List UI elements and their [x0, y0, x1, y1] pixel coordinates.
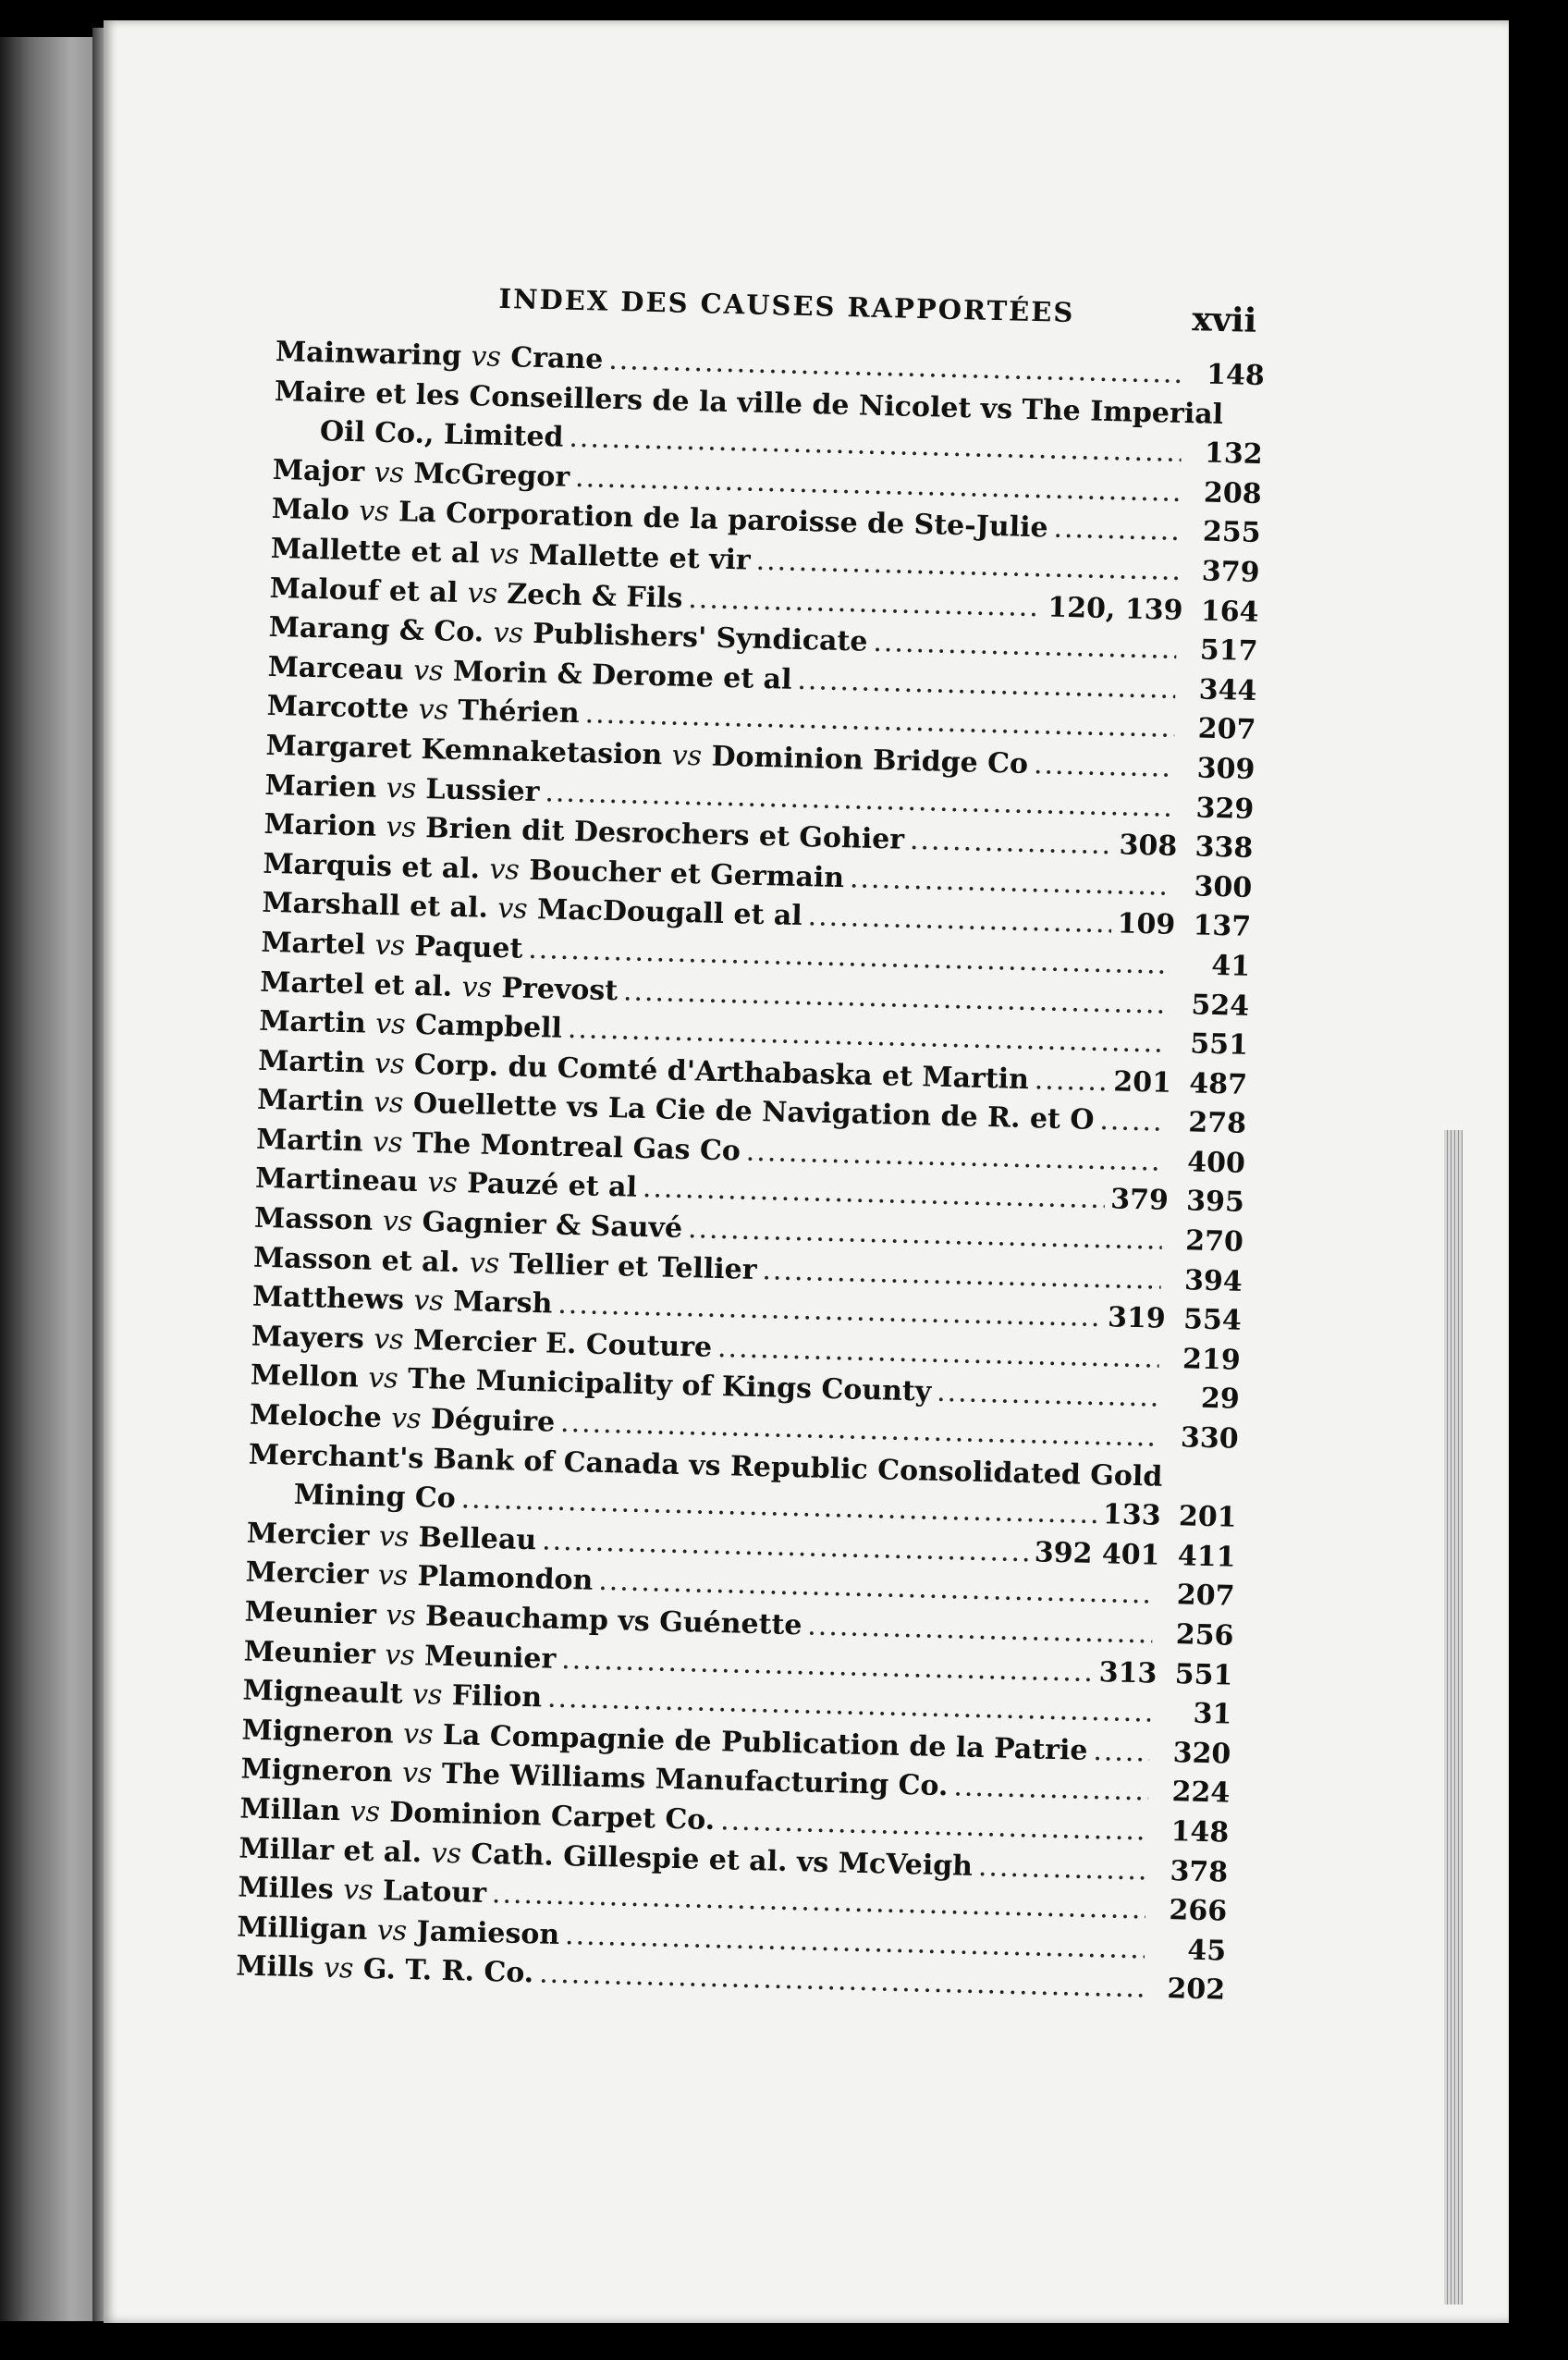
versus-marker: vs: [467, 576, 498, 610]
page-reference: 554: [1182, 1303, 1243, 1338]
versus-marker: vs: [469, 1247, 500, 1280]
defendant-name: The Imperial: [1022, 393, 1224, 431]
page-reference: 395: [1185, 1185, 1245, 1220]
page-reference: 551: [1189, 1027, 1249, 1062]
defendant-name: Meunier: [423, 1639, 557, 1676]
versus-marker: vs: [323, 1952, 354, 1985]
versus-marker: vs: [377, 1559, 409, 1593]
secondary-page-refs: 133: [1102, 1498, 1161, 1532]
page-reference: 41: [1210, 949, 1251, 983]
case-name: [238, 1869, 487, 1914]
plaintiff-name: Migneron: [241, 1714, 395, 1751]
plaintiff-name: Mallette et al: [270, 532, 481, 571]
leader-dots: [1034, 745, 1174, 788]
defendant-name: Paquet: [413, 929, 523, 965]
defendant-name: Morin & Derome et al: [452, 655, 792, 696]
plaintiff-name: Marceau: [267, 650, 405, 687]
plaintiff-name: Migneron: [240, 1752, 394, 1789]
plaintiff-name: Maire et les Conseillers de la ville de Nicolet: [274, 375, 972, 424]
versus-marker: vs: [418, 694, 449, 727]
leader-dots: [953, 1768, 1149, 1813]
defendant-name: Publishers' Syndicate: [532, 618, 868, 658]
page-reference: 207: [1176, 1579, 1235, 1614]
versus-marker: vs: [386, 771, 417, 805]
defendant-name: Thérien: [457, 694, 581, 731]
plaintiff-name: Marquis et al.: [263, 847, 481, 886]
defendant-name: Filion: [451, 1679, 543, 1715]
defendant-name: Pauzé et al: [466, 1167, 638, 1205]
case-name: [261, 924, 523, 969]
plaintiff-name: Margaret Kemnaketasion: [265, 729, 663, 772]
continuation-text: Mining Co: [293, 1479, 457, 1516]
versus-marker: vs: [373, 1087, 404, 1120]
plaintiff-name: Mercier: [245, 1555, 369, 1592]
case-name: [236, 1948, 534, 1994]
plaintiff-name: Marien: [264, 768, 377, 805]
page-reference: 270: [1184, 1224, 1244, 1259]
versus-marker: vs: [342, 1874, 374, 1908]
defendant-name: MacDougall et al: [536, 893, 803, 933]
page-reference: 309: [1196, 752, 1256, 786]
page-number: xvii: [1191, 300, 1257, 340]
page-reference: 344: [1198, 673, 1257, 707]
defendant-name: Lussier: [425, 772, 540, 808]
secondary-page-refs: 120, 139: [1047, 591, 1183, 627]
versus-marker: vs: [431, 1837, 462, 1870]
plaintiff-name: Masson et al.: [252, 1241, 460, 1279]
plaintiff-name: Matthews: [251, 1280, 405, 1317]
defendant-name: Tellier et Tellier: [508, 1248, 757, 1286]
plaintiff-name: Major: [272, 453, 365, 489]
page-reference: 278: [1187, 1106, 1247, 1141]
page-reference: 208: [1203, 476, 1263, 510]
defendant-name: Boucher et Germain: [528, 854, 845, 894]
leader-dots: [1093, 1732, 1150, 1773]
defendant-name: Marsh: [452, 1285, 553, 1321]
defendant-name: Prevost: [501, 971, 619, 1007]
defendant-name: Plamondon: [417, 1560, 594, 1598]
page-reference: 551: [1174, 1657, 1233, 1692]
defendant-name: La Corporation de la paroisse de Ste-Julie: [398, 496, 1048, 545]
plaintiff-name: Milles: [238, 1871, 335, 1907]
leader-dots: [910, 821, 1115, 866]
page-reference: 330: [1180, 1421, 1240, 1456]
plaintiff-name: Merchant's Bank of Canada: [248, 1438, 680, 1481]
plaintiff-name: Martin: [256, 1084, 365, 1119]
secondary-page-refs: 392 401: [1034, 1536, 1160, 1572]
defendant-name: Dominion Bridge Co: [711, 740, 1029, 781]
page-reference: 517: [1199, 633, 1258, 669]
versus-marker: vs: [374, 1047, 406, 1081]
plaintiff-name: Mayers: [251, 1320, 365, 1356]
versus-marker: vs: [382, 1205, 413, 1238]
defendant-name: Corp. du Comté d'Arthabaska et Martin: [413, 1048, 1030, 1096]
page-reference: 148: [1170, 1815, 1230, 1850]
plaintiff-name: Martel et al.: [259, 965, 453, 1003]
defendant-name: Brien dit Desrochers et Gohier: [424, 812, 905, 856]
versus-marker: vs: [413, 1284, 445, 1318]
plaintiff-name: Martin: [257, 1044, 366, 1080]
defendant-name: Jamieson: [416, 1914, 560, 1951]
page-reference: 164: [1200, 595, 1259, 629]
page-reference: 45: [1186, 1934, 1227, 1968]
page-reference: 132: [1204, 436, 1264, 472]
defendant-name: Latour: [382, 1874, 487, 1911]
plaintiff-name: Mellon: [250, 1359, 360, 1395]
versus-marker: vs: [493, 616, 524, 650]
versus-marker: vs: [358, 495, 390, 529]
plaintiff-name: Martel: [260, 926, 366, 962]
plaintiff-name: Malo: [271, 493, 350, 528]
plaintiff-name: Migneault: [242, 1674, 404, 1711]
plaintiff-name: Mercier: [246, 1517, 370, 1553]
plaintiff-name: Marion: [263, 807, 377, 843]
plaintiff-name: Marshall et al.: [262, 887, 489, 926]
plaintiff-name: Martin: [258, 1004, 367, 1040]
defendant-name: Republic Consolidated Gold: [729, 1449, 1163, 1493]
running-title: INDEX DES CAUSES RAPPORTÉES: [498, 282, 1075, 329]
index-content: [236, 277, 1267, 2011]
versus-marker: vs: [367, 1362, 399, 1395]
versus-marker: vs: [374, 1007, 407, 1041]
versus-marker: vs: [374, 456, 405, 490]
versus-marker: vs: [412, 654, 444, 688]
plaintiff-name: Millar et al.: [239, 1832, 423, 1869]
versus-marker: vs: [402, 1717, 434, 1752]
page-reference: 255: [1202, 515, 1261, 550]
page-reference: 224: [1171, 1776, 1231, 1811]
plaintiff-name: Meloche: [249, 1398, 383, 1435]
versus-marker: vs: [390, 1402, 422, 1436]
plaintiff-name: Masson: [253, 1201, 374, 1237]
page-reference: 338: [1194, 830, 1254, 866]
case-name: [246, 1514, 536, 1560]
case-name: [249, 1396, 555, 1444]
defendant-name: McGregor: [413, 457, 570, 494]
plaintiff-name: Marcotte: [266, 690, 410, 726]
versus-marker: vs: [488, 537, 520, 572]
page-edge-stack: [1444, 1130, 1463, 2305]
defendant-name: The Montreal Gas Co: [411, 1126, 741, 1168]
defendant-name: Beauchamp vs Guénette: [424, 1600, 802, 1642]
versus-marker: vs: [378, 1519, 410, 1554]
plaintiff-name: Mainwaring: [275, 335, 462, 373]
versus-marker: vs: [489, 853, 521, 887]
defendant-name: Dominion Carpet Co.: [388, 1796, 716, 1838]
secondary-page-refs: 201: [1112, 1065, 1172, 1100]
leader-dots: [977, 1848, 1146, 1891]
page-reference: 207: [1197, 712, 1256, 747]
plaintiff-name: Martineau: [254, 1162, 419, 1199]
versus-marker: vs: [385, 1599, 417, 1633]
versus-marker: vs: [372, 1125, 403, 1160]
page-reference: 219: [1182, 1343, 1242, 1377]
versus-marker: vs: [384, 1638, 416, 1672]
page-reference: 378: [1170, 1854, 1229, 1889]
case-name: [264, 766, 540, 812]
defendant-name: Mallette et vir: [528, 538, 752, 577]
plaintiff-name: Millan: [239, 1792, 341, 1828]
left-page-edge: [0, 37, 102, 2321]
plaintiff-name: Mills: [235, 1949, 315, 1985]
page-reference: 329: [1195, 791, 1255, 826]
page-reference: 31: [1193, 1697, 1232, 1731]
plaintiff-name: Marang & Co.: [268, 611, 484, 649]
versus-marker: vs: [373, 1322, 405, 1357]
index-entries: [236, 333, 1265, 2011]
versus-marker: vs: [376, 1913, 408, 1948]
versus-marker: vs: [980, 392, 1013, 426]
defendant-name: Mercier E. Couture: [412, 1323, 713, 1364]
defendant-name: Crane: [509, 341, 604, 376]
versus-marker: vs: [374, 928, 406, 963]
defendant-name: Belleau: [418, 1520, 537, 1557]
plaintiff-name: Meunier: [243, 1635, 376, 1671]
page-reference: 202: [1167, 1973, 1226, 2007]
leader-dots: [1034, 1061, 1109, 1102]
page-reference: 300: [1194, 870, 1253, 904]
page-reference: 29: [1200, 1383, 1241, 1417]
leader-dots: [1099, 1101, 1166, 1142]
plaintiff-name: Meunier: [244, 1595, 377, 1632]
defendant-name: The Williams Manufacturing Co.: [441, 1758, 949, 1803]
page-reference: 266: [1169, 1894, 1228, 1928]
page-reference: 524: [1191, 988, 1250, 1023]
secondary-page-refs: 319: [1107, 1301, 1167, 1336]
secondary-page-refs: 308: [1119, 829, 1178, 864]
secondary-page-refs: 313: [1098, 1655, 1158, 1690]
leader-dots: [1053, 510, 1180, 552]
plaintiff-name: Malouf et al: [269, 572, 459, 609]
defendant-name: Gagnier & Sauvé: [422, 1206, 683, 1246]
page-reference: 137: [1193, 909, 1252, 944]
versus-marker: vs: [401, 1757, 433, 1790]
page-reference: 320: [1172, 1736, 1231, 1771]
defendant-name: The Municipality of Kings County: [407, 1363, 932, 1409]
page-reference: 411: [1177, 1540, 1236, 1574]
defendant-name: Déguire: [430, 1403, 556, 1439]
secondary-page-refs: 109: [1117, 907, 1176, 942]
versus-marker: vs: [427, 1166, 459, 1200]
defendant-name: La Compagnie de Publication de la Patrie: [442, 1718, 1088, 1767]
defendant-name: Cath. Gillespie et al. vs McVeigh: [471, 1838, 974, 1883]
leader-dots: [937, 1373, 1159, 1418]
page-reference: 201: [1178, 1500, 1237, 1534]
defendant-name: Zech & Fils: [506, 577, 683, 615]
page-reference: 148: [1206, 358, 1266, 393]
plaintiff-name: Martin: [255, 1123, 364, 1159]
defendant-name: Ouellette vs La Cie de Navigation de R. et O: [412, 1088, 1095, 1137]
versus-marker: vs: [688, 1448, 721, 1482]
page-reference: 487: [1188, 1067, 1248, 1101]
versus-marker: vs: [349, 1795, 381, 1829]
versus-marker: vs: [461, 970, 493, 1004]
page-reference: 256: [1175, 1618, 1234, 1653]
plaintiff-name: Milligan: [236, 1911, 368, 1947]
versus-marker: vs: [496, 892, 529, 927]
page-reference: 379: [1201, 555, 1260, 590]
defendant-name: G. T. R. Co.: [362, 1953, 534, 1990]
versus-marker: vs: [471, 340, 502, 374]
defendant-name: Campbell: [414, 1008, 563, 1045]
secondary-page-refs: 379: [1109, 1183, 1170, 1218]
versus-marker: vs: [411, 1678, 443, 1712]
page-reference: 394: [1183, 1263, 1243, 1298]
continuation-text: Oil Co., Limited: [319, 415, 564, 454]
versus-marker: vs: [671, 739, 703, 773]
page-reference: 400: [1186, 1146, 1246, 1180]
versus-marker: vs: [386, 811, 417, 844]
